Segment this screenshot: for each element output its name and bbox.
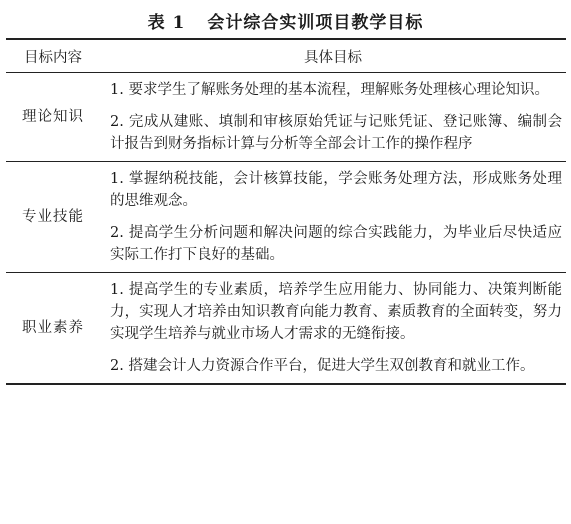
objective-item: 1. 掌握纳税技能，会计核算技能，学会账务处理方法，形成账务处理的思维观念。: [110, 171, 562, 209]
objective-item: 1. 要求学生了解账务处理的基本流程，理解账务处理核心理论知识。: [110, 82, 549, 98]
header-objectives: 具体目标: [100, 39, 566, 73]
table-number: 表 1: [147, 13, 186, 33]
objective-item: 2. 搭建会计人力资源合作平台，促进大学生双创教育和就业工作。: [110, 358, 535, 374]
category-literacy: 职业素养: [6, 273, 100, 385]
objectives-skills: [100, 162, 566, 273]
objectives-literacy: [100, 273, 566, 385]
category-skills: 专业技能: [6, 162, 100, 273]
objective-item: 2. 完成从建账、填制和审核原始凭证与记账凭证、登记账簿、编制会计报告到财务指标计算与分析等全部会计工作的操作程序: [110, 114, 562, 152]
table-row-literacy: [6, 273, 566, 385]
table-header-row: [6, 39, 566, 73]
objectives-table: [6, 38, 566, 385]
objective-item: 2. 提高学生分析问题和解决问题的综合实践能力，为毕业后尽快适应实际工作打下良好的基础。: [110, 225, 562, 263]
objective-item: 1. 提高学生的专业素质，培养学生应用能力、协同能力、决策判断能力，实现人才培养由知识教育向能力教育、素质教育的全面转变，努力实现学生培养与就业市场人才需求的无缝衔接。: [110, 282, 562, 342]
header-category: 目标内容: [6, 39, 100, 73]
objectives-theory: [100, 73, 566, 162]
table-title: [0, 8, 571, 33]
table-row-theory: [6, 73, 566, 162]
category-theory: 理论知识: [6, 73, 100, 162]
table-title-text: 会计综合实训项目教学目标: [207, 13, 424, 33]
table-row-skills: [6, 162, 566, 273]
